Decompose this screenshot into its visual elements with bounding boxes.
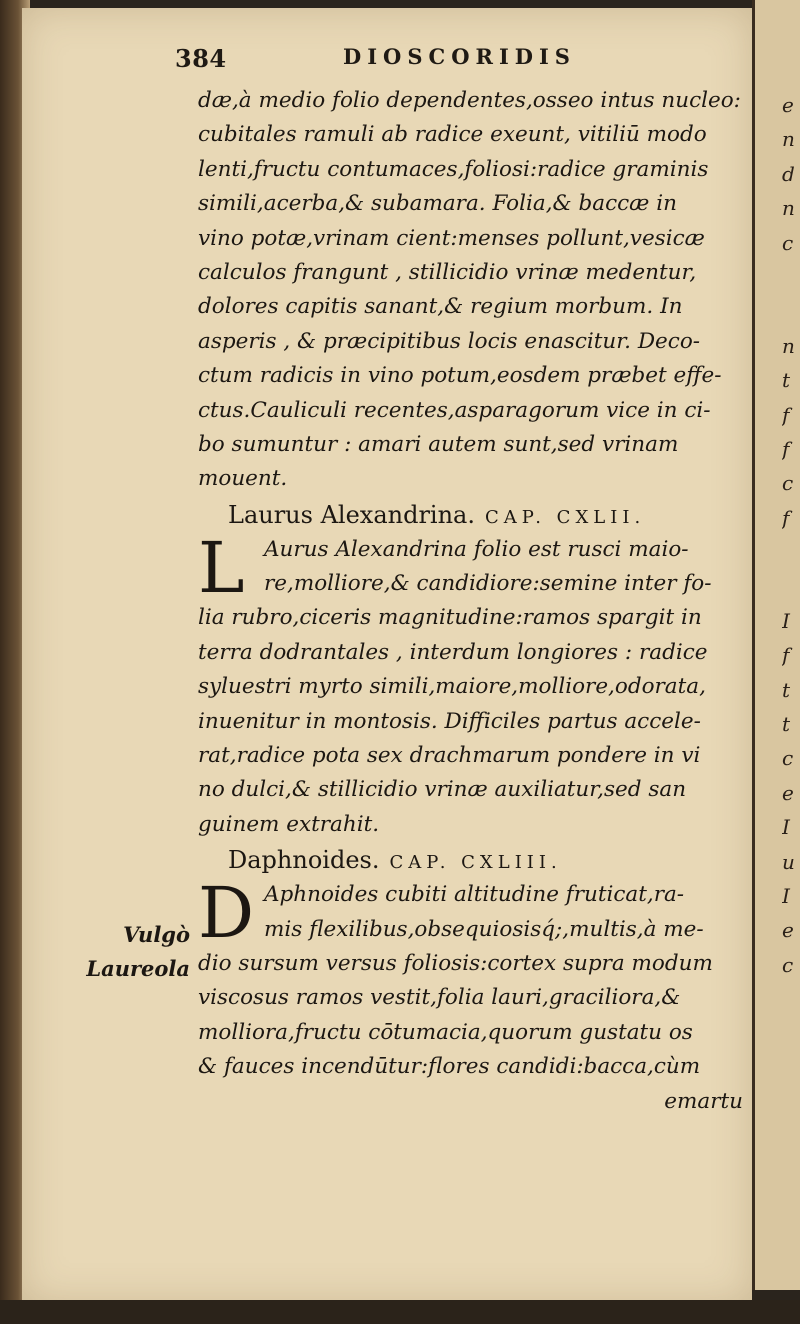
catchword: emartu	[664, 1088, 743, 1114]
facing-page-letter: f	[782, 436, 790, 461]
facing-page-letter: c	[782, 230, 794, 255]
facing-page-letter: n	[782, 127, 795, 152]
facing-page-letter: e	[782, 780, 794, 805]
drop-cap: D	[198, 872, 255, 955]
facing-page-letter: f	[782, 505, 790, 530]
text-line: lenti,fructu contumaces,foliosi:radice graminis	[198, 156, 709, 182]
main-text	[198, 84, 743, 1119]
text-line: calculos frangunt , stillicidio vrinæ medentur,	[198, 259, 697, 285]
text-line: mis flexilibus,obsequiosisq́;,multis,à me-	[264, 916, 704, 942]
text-line: molliora,fructu cōtumacia,quorum gustatu os	[198, 1019, 693, 1045]
facing-page-letter: f	[782, 643, 790, 668]
drop-cap: L	[198, 526, 245, 609]
facing-page-letter: I	[782, 815, 790, 840]
facing-page-letter: c	[782, 471, 794, 496]
text-line: asperis , & præcipitibus locis enascitur. Deco-	[198, 328, 701, 354]
chapter-body	[198, 872, 743, 1119]
text-line: bo sumuntur : amari autem sunt,sed vrinam	[198, 431, 679, 457]
text-line: cubitales ramuli ab radice exeunt, vitiliū modo	[198, 122, 707, 148]
text-line: Aurus Alexandrina folio est rusci maio-	[264, 536, 689, 562]
margin-note-line: Laureola	[86, 956, 190, 982]
chapter-number: CAP. CXLIII.	[389, 852, 562, 874]
text-line: inuenitur in montosis. Difficiles partus accele-	[198, 708, 701, 734]
text-line: vino potæ,vrinam cient:menses pollunt,vesicæ	[198, 225, 705, 251]
chapter-body	[198, 526, 743, 843]
text-line: terra dodrantales , interdum longiores : radice	[198, 639, 708, 665]
facing-page-letter	[782, 260, 800, 294]
facing-page-letter: I	[782, 883, 790, 908]
facing-page-letter: c	[782, 952, 794, 977]
page-bottom-edge	[0, 1300, 800, 1324]
text-line: Aphnoides cubiti altitudine fruticat,ra-	[264, 882, 685, 908]
paragraph-continuation	[198, 84, 743, 497]
facing-page-letter: t	[782, 677, 791, 702]
facing-page-letter: c	[782, 746, 794, 771]
text-line: re,molliore,& candidiore:semine inter fo-	[264, 571, 712, 597]
page-number: 384	[175, 44, 227, 73]
text-line: dio sursum versus foliosis:cortex supra modum	[198, 950, 713, 976]
facing-page-letter	[782, 535, 800, 569]
margin-note	[70, 918, 190, 987]
text-line: lia rubro,ciceris magnitudine:ramos spargit in	[198, 605, 702, 631]
text-line: dolores capitis sanant,& regium morbum. In	[198, 294, 683, 320]
text-line: ctum radicis in vino potum,eosdem præbet effe-	[198, 363, 722, 389]
chapter-heading	[198, 497, 743, 533]
chapter-title: Daphnoides.	[228, 846, 380, 875]
facing-page-letter: t	[782, 368, 791, 393]
margin-note-line: Vulgò	[123, 922, 190, 947]
chapter-heading	[198, 842, 743, 878]
text-line: ctus.Cauliculi recentes,asparagorum vice in ci-	[198, 397, 711, 423]
facing-page-letter: f	[782, 402, 790, 427]
text-line: simili,acerba,& subamara. Folia,& baccæ in	[198, 191, 677, 217]
chapter-title: Laurus Alexandrina.	[228, 500, 475, 529]
chapter-number: CAP. CXLII.	[485, 506, 646, 528]
facing-page-letter: u	[782, 849, 795, 874]
facing-page-letter: d	[782, 161, 795, 186]
facing-page-letter	[782, 569, 800, 603]
text-line: guinem extrahit.	[198, 811, 380, 837]
facing-page-letter	[782, 294, 800, 328]
text-line: no dulci,& stillicidio vrinæ auxiliatur,sed san	[198, 777, 687, 803]
text-line: & fauces incendūtur:flores candidi:bacca,cùm	[198, 1054, 701, 1080]
running-title: DIOSCORIDIS	[343, 44, 576, 69]
facing-page-text	[782, 88, 800, 982]
text-line: syluestri myrto simili,maiore,molliore,odorata,	[198, 674, 706, 700]
text-line: rat,radice pota sex drachmarum pondere in vi	[198, 743, 701, 769]
text-line: mouent.	[198, 466, 288, 492]
facing-page-letter: e	[782, 918, 794, 943]
text-line: dæ,à medio folio dependentes,osseo intus nucleo:	[198, 88, 741, 113]
facing-page-letter: n	[782, 333, 795, 358]
facing-page-letter: I	[782, 608, 790, 633]
facing-page-letter: n	[782, 196, 795, 221]
text-line: viscosus ramos vestit,folia lauri,graciliora,&	[198, 985, 681, 1011]
facing-page-letter: e	[782, 93, 794, 117]
facing-page-letter: t	[782, 712, 791, 737]
